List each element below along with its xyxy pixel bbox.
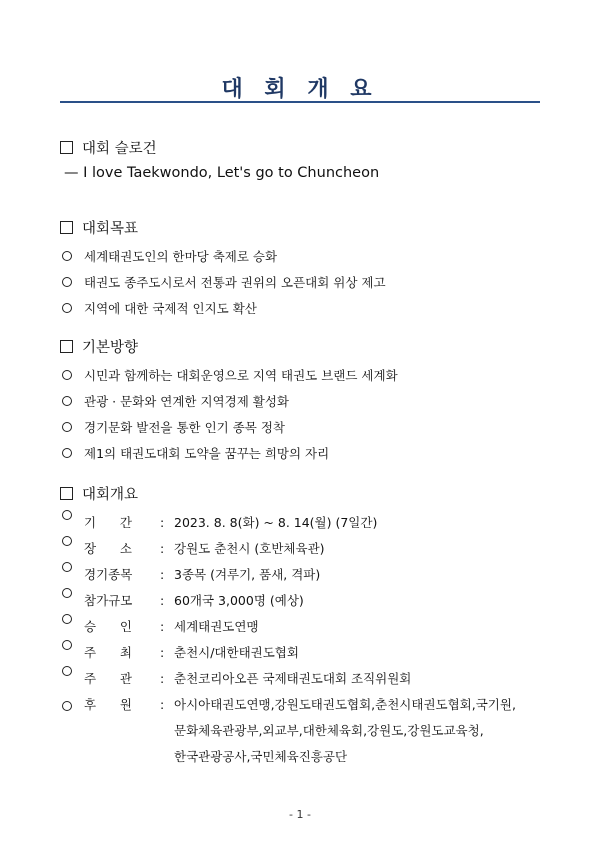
section-heading: 대회 슬로건 bbox=[60, 138, 550, 160]
square-bullet-icon bbox=[60, 141, 73, 154]
circle-bullet-icon bbox=[62, 666, 72, 676]
overview-row: 주 최 : 춘천시/대한태권도협회 bbox=[60, 640, 550, 666]
circle-bullet-icon bbox=[62, 396, 72, 406]
circle-bullet-icon bbox=[62, 370, 72, 380]
overview-row: 주 관 : 춘천코리아오픈 국제태권도대회 조직위원회 bbox=[60, 666, 550, 692]
circle-bullet-icon bbox=[62, 251, 72, 261]
section-heading: 기본방향 bbox=[60, 337, 550, 359]
section-heading: 대회개요 bbox=[60, 484, 550, 506]
list-item: 세계태권도인의 한마당 축제로 승화 bbox=[60, 244, 550, 270]
overview-row: 기 간 : 2023. 8. 8(화) ~ 8. 14(월) (7일간) bbox=[60, 510, 550, 536]
circle-bullet-icon bbox=[62, 422, 72, 432]
overview-row: 참가규모 : 60개국 3,000명 (예상) bbox=[60, 588, 550, 614]
page-number: - 1 - bbox=[289, 808, 311, 821]
circle-bullet-icon bbox=[62, 510, 72, 520]
circle-bullet-icon bbox=[62, 588, 72, 598]
overview-row: 장 소 : 강원도 춘천시 (호반체육관) bbox=[60, 536, 550, 562]
square-bullet-icon bbox=[60, 487, 73, 500]
section-heading: 대회목표 bbox=[60, 218, 550, 240]
section-direction bbox=[60, 337, 550, 467]
page-title: 대 회 개 요 bbox=[221, 77, 379, 102]
list-item: 경기문화 발전을 통한 인기 종목 정착 bbox=[60, 415, 550, 441]
list-item: 제1의 태권도대회 도약을 꿈꾸는 희망의 자리 bbox=[60, 441, 550, 467]
overview-row: 경기종목 : 3종목 (겨루기, 품새, 격파) bbox=[60, 562, 550, 588]
list-item: 시민과 함께하는 대회운영으로 지역 태권도 브랜드 세계화 bbox=[60, 363, 550, 389]
overview-row: 승 인 : 세계태권도연맹 bbox=[60, 614, 550, 640]
list-item: 관광 · 문화와 연계한 지역경제 활성화 bbox=[60, 389, 550, 415]
square-bullet-icon bbox=[60, 340, 73, 353]
slogan-text: — I love Taekwondo, Let's go to Chuncheon bbox=[64, 165, 380, 181]
circle-bullet-icon bbox=[62, 614, 72, 624]
title-underline bbox=[60, 101, 540, 103]
circle-bullet-icon bbox=[62, 701, 72, 711]
circle-bullet-icon bbox=[62, 640, 72, 650]
circle-bullet-icon bbox=[62, 536, 72, 546]
circle-bullet-icon bbox=[62, 448, 72, 458]
circle-bullet-icon bbox=[62, 277, 72, 287]
list-item: 지역에 대한 국제적 인지도 확산 bbox=[60, 296, 550, 322]
section-overview bbox=[60, 484, 550, 770]
list-item: 태권도 종주도시로서 전통과 권위의 오픈대회 위상 제고 bbox=[60, 270, 550, 296]
section-slogan bbox=[60, 138, 550, 181]
circle-bullet-icon bbox=[62, 303, 72, 313]
section-goals bbox=[60, 218, 550, 322]
overview-row: 후 원 : 아시아태권도연맹,강원도태권도협회,춘천시태권도협회,국기원, 문화체육관광부,외교부,대한체육회,강원도,강원도교육청, 한국관광공사,국민체육진흥공단 bbox=[60, 692, 550, 770]
circle-bullet-icon bbox=[62, 562, 72, 572]
square-bullet-icon bbox=[60, 221, 73, 234]
